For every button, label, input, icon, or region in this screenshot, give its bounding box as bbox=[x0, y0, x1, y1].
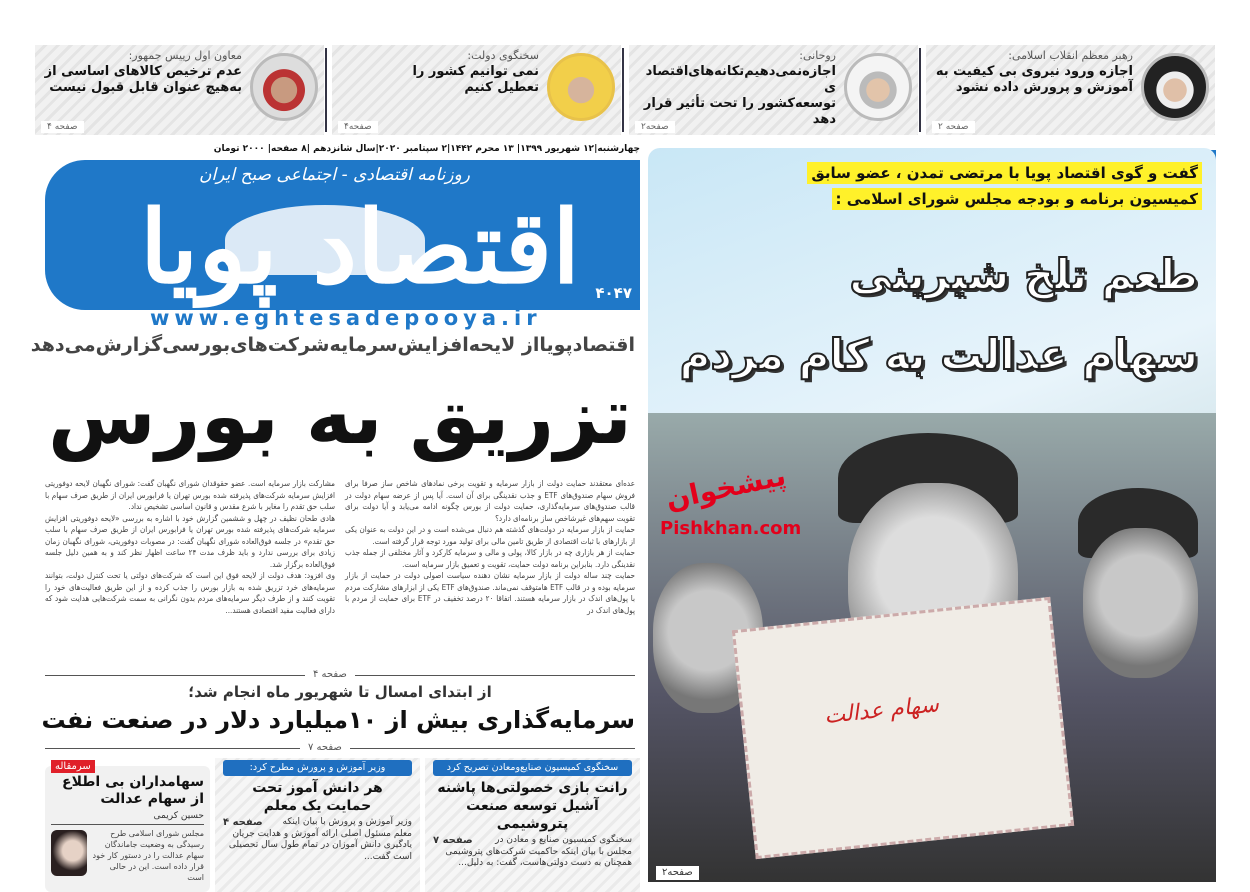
man-right bbox=[1083, 528, 1198, 678]
page-ref[interactable]: صفحه ۷ bbox=[433, 835, 473, 846]
story-headline: هر دانش آموز تحت حمایت یک معلم bbox=[252, 780, 383, 814]
page-ref: صفحه ۴ bbox=[41, 121, 84, 133]
main-body-left: مشارکت بازار سرمایه است. عضو حقوقدان شورای نگهبان گفت: شورای نگهبان لایحه دوفوریتی افزایش سرمایه شرکت‌های پذیرفته شده بورس تهران یا فرابورس ایران از طریق صرف سهام با سلب حق تقدم را مغایر با شرع مقدس و قانون اساسی تشخیص نداد. هادی طحان نظیف در چهل و ششمین گزارش خود با اشاره به بررسی «لایحه دوفوریتی افزایش سرمایه شرکت‌های پذیرفته شده بورس تهران یا فرابورس ایران از طریق صرف سهام با سلب حق تقدم» در جلسه فوق‌العاده شورای نگهبان گفت: در مصوبات دوفوریتی، شورای نگهبان زمان زیادی برای بررسی ندارد و باید ظرف مدت ۲۴ ساعت اظهار نظر کند و به همین دلیل جلسه فوق‌العاده برگزار شد. وی افزود: هدف دولت از لایحه فوق این است که شرکت‌های دولتی یا تحت کنترل دولت، بتوانند سرمایه‌های خرد تزریق شده به بازار بورس را جذب کرده و از این طریق فعالیت‌های خود را تقویت کنند و از طرف دیگر سرمایه‌های مردم بدون نگرانی به سمت شرکت‌هایی هدایت شود که دارای فعالیت مفید اقتصادی هستند... bbox=[45, 479, 335, 615]
story-kicker: وزیر آموزش و پرورش مطرح کرد: bbox=[223, 760, 412, 776]
lead-kicker: گفت و گوی اقتصاد پویا با مرتضی تمدن ، عضو سابق bbox=[807, 162, 1202, 184]
spokesman-photo bbox=[547, 53, 615, 121]
page-ref[interactable]: صفحه۲ bbox=[656, 866, 699, 880]
divider bbox=[51, 824, 204, 825]
masthead-tagline: روزنامه اقتصادی - اجتماعی صبح ایران bbox=[199, 165, 470, 185]
headline: اجازه‌نمی‌دهیم‌تکانه‌های‌اقتصادی توسعه‌کشور را تحت تأثیر قرار دهد bbox=[643, 64, 836, 127]
certificate bbox=[732, 597, 1074, 859]
main-headline: تزریق به بورس bbox=[48, 372, 632, 462]
petrochemical-story[interactable] bbox=[425, 758, 640, 892]
masthead-logo[interactable] bbox=[45, 160, 640, 310]
watermark: پیشخوان bbox=[662, 458, 789, 517]
top-story-vp[interactable] bbox=[35, 45, 324, 135]
editorial-author: حسین کریمی bbox=[153, 811, 204, 821]
watermark-url: Pishkhan.com bbox=[660, 518, 802, 539]
headline: عدم ترخیص کالاهای اساسی از به‌هیچ عنوان قابل قبول نیست bbox=[44, 64, 242, 95]
oil-headline: سرمایه‌گذاری بیش از ۱۰میلیارد دلار در صنعت نفت bbox=[41, 706, 635, 734]
main-subhead: اقتصادپویااز لایحه‌افزایش‌سرمایه‌شرکت‌های‌بورسی‌گزارش‌می‌دهد bbox=[30, 334, 635, 356]
main-body-right: عده‌ای معتقدند حمایت دولت از بازار سرمایه و تقویت برخی نمادهای شاخص ساز صرفا برای فروش سهام صندوق‌های ETF و جذب نقدینگی برای آن است. آیا پس از عرضه سهام دولت در قالب صندوق‌های سرمایه‌گذاری، حمایت دولت از بورس چگونه ادامه می‌یابد و آیا دولت برای تقویت سهم‌های غیرشاخص ساز برنامه‌ای دارد؟ حمایت از بازار سرمایه در دولت‌های گذشته هم دنبال می‌شده است و در این دولت به عنوان یکی از بازارهای با ثبات اقتصادی از طریق تامین مالی برای تولید مورد توجه قرار گرفته است. حمایت از هر بازاری چه در بازار کالا، پولی و مالی و سرمایه کارکرد و آثار مختلفی از جمله جذب نقدینگی دارد. بنابراین برنامه دولت حمایت، تقویت و تعمیق بازار سرمایه است. حمایت چند ساله دولت از بازار سرمایه نشان دهنده سیاست اصولی دولت در حمایت از بازار سرمایه بوده و در قالب ETF هامتوقف نمی‌ماند. صندوق‌های ETF یکی از ابزارهای مشارکت مردم با پول‌های اندک در بازار سرمایه هستند. اتفاقا ۲۰ درصد تخفیف در ETF برای حمایت از مردم با پول‌های اندک در bbox=[345, 479, 636, 615]
divider bbox=[919, 48, 921, 132]
masthead-name: اقتصاد پویا bbox=[139, 188, 580, 306]
story-text-block bbox=[223, 817, 412, 863]
story-text-block bbox=[433, 835, 632, 870]
oil-kicker: از ابتدای امسال تا شهریور ماه انجام شد؛ bbox=[188, 683, 492, 701]
page-ref[interactable]: صفحه ۴ bbox=[223, 817, 263, 828]
issue-number: ۴۰۴۷ bbox=[595, 284, 632, 302]
page-ref: صفحه۲ bbox=[635, 121, 675, 133]
headline: اجازه ورود نیروی بی کیفیت به آموزش و پرورش داده نشود bbox=[935, 64, 1133, 95]
lead-headline-1: طعم تلخ شیرینی bbox=[849, 250, 1198, 299]
story-text: وزیر آموزش و پرورش با بیان اینکه معلم مسئول اصلی ارائه آموزش و هدایت جریان یادگیری دانش آموزان در تمام طول سال تحصیلی است گفت... bbox=[228, 817, 412, 862]
page-ref[interactable]: صفحه ۷ bbox=[300, 741, 350, 755]
source-label: سخنگوی دولت: bbox=[467, 49, 539, 62]
editorial[interactable] bbox=[45, 761, 210, 892]
source-label: رهبر معظم انقلاب اسلامی: bbox=[1008, 49, 1133, 62]
vp-photo bbox=[250, 53, 318, 121]
education-story[interactable] bbox=[215, 758, 420, 892]
lead-story[interactable] bbox=[648, 148, 1216, 882]
divider bbox=[622, 48, 624, 132]
editorial-headline: سهامداران بی اطلاع از سهام عدالت bbox=[62, 774, 204, 807]
source-label: معاون اول رییس جمهور: bbox=[128, 49, 242, 62]
lead-headline-2: سهام عدالت به کام مردم bbox=[679, 330, 1198, 379]
editorial-badge: سرمقاله bbox=[51, 760, 95, 773]
dateline: چهارشنبه|۱۲ شهریور ۱۳۹۹| ۱۳ محرم ۱۴۴۲|۲ سپتامبر ۲۰۲۰|سال شانزدهم |۸ صفحه| ۲۰۰۰ تومان bbox=[213, 144, 640, 154]
editorial-text: مجلس شورای اسلامی طرح رسیدگی به وضعیت جاماندگان سهام عدالت را در دستور کار خود قرار داده است. این در حالی است bbox=[92, 829, 204, 882]
top-story-rouhani[interactable] bbox=[629, 45, 918, 135]
page-ref[interactable]: صفحه ۴ bbox=[305, 668, 355, 682]
lead-kicker: کمیسیون برنامه و بودجه مجلس شورای اسلامی : bbox=[832, 188, 1202, 210]
story-kicker: سخنگوی کمیسیون صنایع‌ومعادن تصریح کرد bbox=[433, 760, 632, 776]
story-headline: رانت بازی خصولتی‌ها پاشنه آشیل توسعه صنعت پتروشیمی bbox=[437, 780, 628, 832]
page-ref: صفحه ۲ bbox=[932, 121, 975, 133]
website-url[interactable]: www.eghtesadepooya.ir bbox=[150, 306, 542, 330]
certificate-title: سهام عدالت bbox=[823, 692, 941, 730]
page-ref: صفحه۴ bbox=[338, 121, 378, 133]
author-photo bbox=[51, 830, 87, 876]
headline: نمی توانیم کشور را تعطیل کنیم bbox=[412, 64, 539, 95]
leader-photo bbox=[1141, 53, 1209, 121]
source-label: روحانی: bbox=[799, 49, 836, 62]
divider bbox=[325, 48, 327, 132]
rouhani-photo bbox=[844, 53, 912, 121]
story-text: سخنگوی کمیسیون صنایع و معادن در مجلس با بیان اینکه حاکمیت شرکت‌های پتروشیمی همچنان به دست دولتی‌هاست، گفت: به دلیل... bbox=[445, 835, 632, 868]
top-story-leader[interactable] bbox=[926, 45, 1215, 135]
top-story-spokesman[interactable] bbox=[332, 45, 621, 135]
